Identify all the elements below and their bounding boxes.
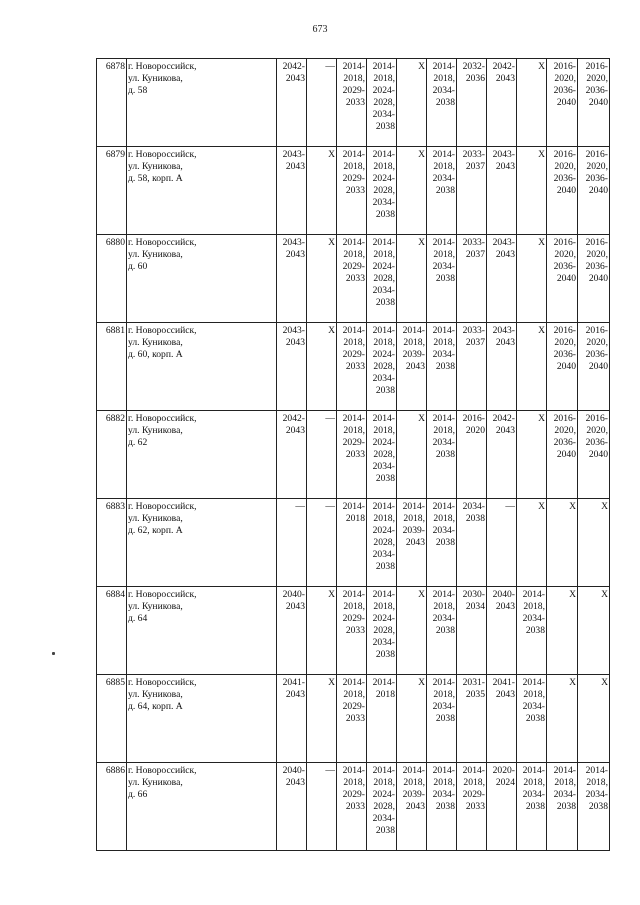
table-row xyxy=(97,499,610,587)
schedule-cell: 2014- 2018, 2029- 2033 xyxy=(337,675,367,763)
schedule-cell: X xyxy=(517,499,547,587)
table-row xyxy=(97,587,610,675)
schedule-cell: 2014- 2018, 2029- 2033 xyxy=(457,763,487,851)
schedule-cell: — xyxy=(307,499,337,587)
schedule-cell: 2016- 2020, 2036- 2040 xyxy=(578,323,610,411)
schedule-cell: 2014- 2018, 2024- 2028, 2034- 2038 xyxy=(367,323,397,411)
schedule-cell: 2043- 2043 xyxy=(277,323,307,411)
schedule-cell: X xyxy=(307,587,337,675)
schedule-cell: 2014- 2018, 2024- 2028, 2034- 2038 xyxy=(367,499,397,587)
page-number: 673 xyxy=(312,24,328,35)
schedule-cell: 2043- 2043 xyxy=(487,235,517,323)
schedule-cell: 2014- 2018, 2029- 2033 xyxy=(337,587,367,675)
schedule-cell: 2014- 2018, 2024- 2028, 2034- 2038 xyxy=(367,235,397,323)
schedule-cell: 2014- 2018, 2029- 2033 xyxy=(337,763,367,851)
schedule-cell: 2020- 2024 xyxy=(487,763,517,851)
schedule-cell: 2033- 2037 xyxy=(457,235,487,323)
address-cell: г. Новороссийск, ул. Куникова, д. 64 xyxy=(127,587,277,675)
scan-artifact xyxy=(52,652,55,655)
row-number: 6885 xyxy=(97,675,127,763)
schedule-cell: 2032- 2036 xyxy=(457,59,487,147)
schedule-cell: 2042- 2043 xyxy=(487,411,517,499)
schedule-cell: X xyxy=(397,147,427,235)
schedule-cell: 2041- 2043 xyxy=(487,675,517,763)
schedule-cell: 2030- 2034 xyxy=(457,587,487,675)
schedule-cell: 2042- 2043 xyxy=(487,59,517,147)
schedule-cell: 2043- 2043 xyxy=(277,235,307,323)
schedule-cell: 2014- 2018, 2029- 2033 xyxy=(337,323,367,411)
schedule-cell: 2040- 2043 xyxy=(277,763,307,851)
schedule-cell: X xyxy=(397,235,427,323)
schedule-cell: 2014- 2018, 2034- 2038 xyxy=(517,675,547,763)
schedule-cell: — xyxy=(307,763,337,851)
schedule-cell: 2042- 2043 xyxy=(277,411,307,499)
schedule-cell: 2014- 2018, 2029- 2033 xyxy=(337,147,367,235)
schedule-cell: 2014- 2018, 2034- 2038 xyxy=(427,235,457,323)
schedule-cell: 2031- 2035 xyxy=(457,675,487,763)
schedule-cell: X xyxy=(307,675,337,763)
schedule-cell: — xyxy=(487,499,517,587)
schedule-cell: 2014- 2018, 2034- 2038 xyxy=(427,763,457,851)
schedule-cell: — xyxy=(307,59,337,147)
schedule-cell: 2014- 2018, 2029- 2033 xyxy=(337,235,367,323)
schedule-cell: X xyxy=(547,499,578,587)
schedule-cell: 2043- 2043 xyxy=(487,323,517,411)
schedule-cell: 2014- 2018 xyxy=(367,675,397,763)
schedule-cell: X xyxy=(307,235,337,323)
schedule-cell: 2014- 2018, 2024- 2028, 2034- 2038 xyxy=(367,763,397,851)
schedule-cell: 2014- 2018, 2024- 2028, 2034- 2038 xyxy=(367,59,397,147)
schedule-cell: 2016- 2020, 2036- 2040 xyxy=(547,411,578,499)
schedule-cell: X xyxy=(578,587,610,675)
schedule-cell: 2014- 2018, 2034- 2038 xyxy=(517,587,547,675)
schedule-cell: 2014- 2018, 2034- 2038 xyxy=(427,59,457,147)
row-number: 6878 xyxy=(97,59,127,147)
schedule-cell: X xyxy=(517,59,547,147)
schedule-cell: 2014- 2018, 2039- 2043 xyxy=(397,499,427,587)
schedule-cell: 2014- 2018 xyxy=(337,499,367,587)
schedule-cell: 2014- 2018, 2024- 2028, 2034- 2038 xyxy=(367,587,397,675)
schedule-cell: 2014- 2018, 2034- 2038 xyxy=(578,763,610,851)
schedule-cell: X xyxy=(578,499,610,587)
schedule-cell: 2041- 2043 xyxy=(277,675,307,763)
schedule-cell: — xyxy=(307,411,337,499)
table-body xyxy=(97,59,610,851)
schedule-cell: 2014- 2018, 2034- 2038 xyxy=(427,411,457,499)
schedule-cell: 2016- 2020, 2036- 2040 xyxy=(547,235,578,323)
schedule-cell: 2014- 2018, 2029- 2033 xyxy=(337,59,367,147)
schedule-cell: — xyxy=(277,499,307,587)
schedule-cell: 2014- 2018, 2034- 2038 xyxy=(547,763,578,851)
schedule-cell: X xyxy=(397,587,427,675)
schedule-cell: X xyxy=(517,323,547,411)
schedule-cell: 2014- 2018, 2024- 2028, 2034- 2038 xyxy=(367,147,397,235)
address-cell: г. Новороссийск, ул. Куникова, д. 60 xyxy=(127,235,277,323)
schedule-cell: X xyxy=(517,411,547,499)
address-cell: г. Новороссийск, ул. Куникова, д. 66 xyxy=(127,763,277,851)
schedule-cell: X xyxy=(397,675,427,763)
row-number: 6881 xyxy=(97,323,127,411)
schedule-cell: 2016- 2020, 2036- 2040 xyxy=(578,147,610,235)
address-cell: г. Новороссийск, ул. Куникова, д. 58 xyxy=(127,59,277,147)
schedule-cell: X xyxy=(547,587,578,675)
schedule-cell: X xyxy=(397,59,427,147)
schedule-cell: 2043- 2043 xyxy=(487,147,517,235)
schedule-cell: X xyxy=(307,323,337,411)
schedule-cell: 2040- 2043 xyxy=(277,587,307,675)
table-row xyxy=(97,323,610,411)
schedule-cell: 2014- 2018, 2039- 2043 xyxy=(397,323,427,411)
schedule-cell: 2014- 2018, 2034- 2038 xyxy=(427,499,457,587)
schedule-cell: 2014- 2018, 2034- 2038 xyxy=(427,147,457,235)
schedule-cell: 2016- 2020, 2036- 2040 xyxy=(547,323,578,411)
row-number: 6886 xyxy=(97,763,127,851)
schedule-cell: X xyxy=(517,235,547,323)
schedule-cell: 2016- 2020 xyxy=(457,411,487,499)
schedule-cell: X xyxy=(547,675,578,763)
row-number: 6882 xyxy=(97,411,127,499)
schedule-cell: 2043- 2043 xyxy=(277,147,307,235)
schedule-cell: 2016- 2020, 2036- 2040 xyxy=(578,59,610,147)
schedule-cell: 2014- 2018, 2039- 2043 xyxy=(397,763,427,851)
row-number: 6883 xyxy=(97,499,127,587)
address-cell: г. Новороссийск, ул. Куникова, д. 58, корп. А xyxy=(127,147,277,235)
row-number: 6879 xyxy=(97,147,127,235)
schedule-cell: 2014- 2018, 2034- 2038 xyxy=(427,587,457,675)
address-cell: г. Новороссийск, ул. Куникова, д. 60, корп. А xyxy=(127,323,277,411)
schedule-cell: 2014- 2018, 2034- 2038 xyxy=(517,763,547,851)
address-cell: г. Новороссийск, ул. Куникова, д. 64, корп. А xyxy=(127,675,277,763)
schedule-cell: 2014- 2018, 2034- 2038 xyxy=(427,675,457,763)
schedule-cell: X xyxy=(397,411,427,499)
repair-schedule-table xyxy=(96,58,610,851)
schedule-cell: 2016- 2020, 2036- 2040 xyxy=(547,59,578,147)
schedule-cell: X xyxy=(578,675,610,763)
schedule-cell: 2016- 2020, 2036- 2040 xyxy=(547,147,578,235)
schedule-cell: 2016- 2020, 2036- 2040 xyxy=(578,411,610,499)
schedule-cell: 2034- 2038 xyxy=(457,499,487,587)
schedule-cell: 2014- 2018, 2034- 2038 xyxy=(427,323,457,411)
address-cell: г. Новороссийск, ул. Куникова, д. 62 xyxy=(127,411,277,499)
schedule-cell: X xyxy=(307,147,337,235)
table-row xyxy=(97,235,610,323)
schedule-cell: X xyxy=(517,147,547,235)
schedule-cell: 2014- 2018, 2029- 2033 xyxy=(337,411,367,499)
table-row xyxy=(97,147,610,235)
table-row xyxy=(97,59,610,147)
schedule-cell: 2016- 2020, 2036- 2040 xyxy=(578,235,610,323)
table-row xyxy=(97,763,610,851)
schedule-cell: 2040- 2043 xyxy=(487,587,517,675)
address-cell: г. Новороссийск, ул. Куникова, д. 62, корп. А xyxy=(127,499,277,587)
schedule-cell: 2014- 2018, 2024- 2028, 2034- 2038 xyxy=(367,411,397,499)
row-number: 6884 xyxy=(97,587,127,675)
schedule-cell: 2033- 2037 xyxy=(457,147,487,235)
schedule-cell: 2033- 2037 xyxy=(457,323,487,411)
table-row xyxy=(97,411,610,499)
schedule-cell: 2042- 2043 xyxy=(277,59,307,147)
table-row xyxy=(97,675,610,763)
row-number: 6880 xyxy=(97,235,127,323)
